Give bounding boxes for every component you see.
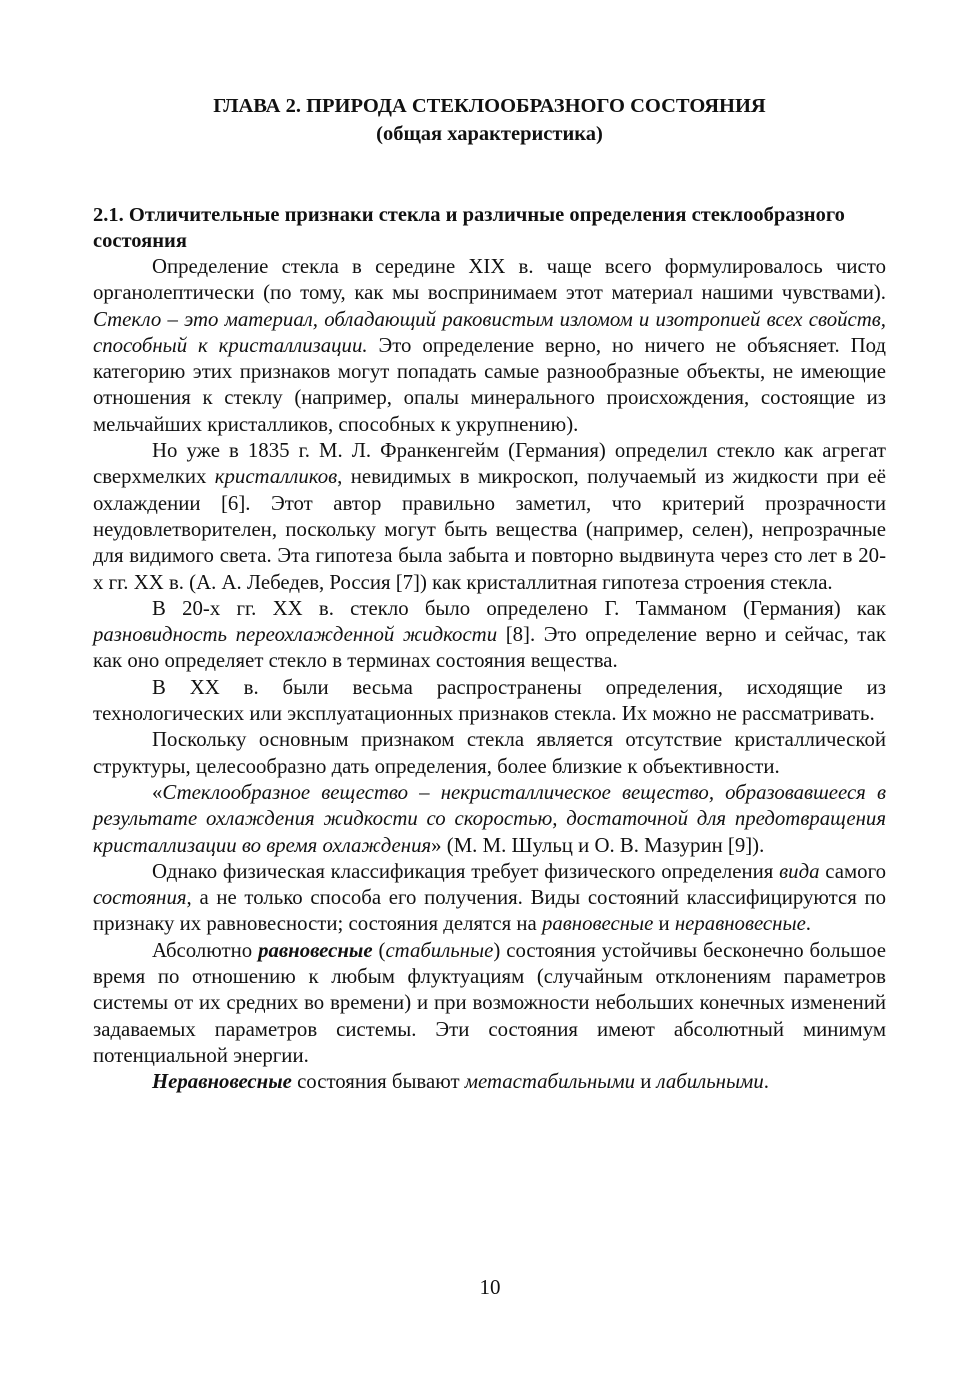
body-text [93, 254, 886, 1096]
chapter-title [93, 92, 886, 148]
paragraph: Определение стекла в середине XIX в. чаще всего формулировалось чисто органолептически (по тому, как мы воспринимаем этот материал нашими чувствами). Стекло – это материал, обладающий раковистым изломом и изотропией всех свойств, способный к кристаллизации. Это определение верно, но ничего не объясняет. Под категорию этих признаков могут попадать самые разнообразные объекты, не имеющие отношения к стеклу (например, опалы минерального происхождения, состоящие из мельчайших кристалликов, способных к укрупнению). [93, 255, 886, 436]
paragraph: Неравновесные состояния бывают метастабильными и лабильными. [152, 1070, 769, 1094]
paragraph: Абсолютно равновесные (стабильные) состояния устойчивы бесконечно большое время по отношению к любым флуктуациям (случайным отклонениям параметров системы от их средних во времени) и при возможности небольших конечных изменений задаваемых параметров системы. Эти состояния имеют абсолютный минимум потенциальной энергии. [93, 938, 887, 1067]
chapter-title-text: ГЛАВА 2. ПРИРОДА СТЕКЛООБРАЗНОГО СОСТОЯНИЯ [213, 95, 766, 117]
paragraph: В XX в. были весьма распространены определения, исходящие из технологических или эксплуатационных признаков стекла. Их можно не рассматривать. [93, 675, 886, 726]
paragraph: «Стеклообразное вещество – некристаллическое вещество, образовавшееся в результате охлаждения жидкости со скоростью, достаточной для предотвращения кристаллизации во время охлаждения» (М. М. Шульц и О. В. Мазурин [9]). [93, 780, 886, 857]
paragraph: В 20-х гг. XX в. стекло было определено Г. Тамманом (Германия) как разновидность переохлажденной жидкости [8]. Это определение верно и сейчас, так как оно определяет стекло в терминах состояния вещества. [93, 596, 886, 673]
paragraph: Однако физическая классификация требует физического определения вида самого состояния, а не только способа его получения. Виды состояний классифицируются по признаку их равновесности; состояния делятся на равновесные и неравновесные. [93, 859, 886, 936]
section-heading: 2.1. Отличительные признаки стекла и различные определения стеклообразного состояния [93, 204, 845, 252]
chapter-subtitle: (общая характеристика) [376, 123, 603, 145]
page-number: 10 [479, 1275, 501, 1299]
document-page [93, 92, 886, 1096]
paragraph: Поскольку основным признаком стекла является отсутствие кристаллической структуры, целесообразно дать определения, более близкие к объективности. [93, 728, 886, 778]
paragraph: Но уже в 1835 г. М. Л. Франкенгейм (Германия) определил стекло как агрегат сверхмелких кристалликов, невидимых в микроскоп, получаемый из жидкости при её охлаждении [6]. Этот автор правильно заметил, что критерий прозрачности неудовлетворителен, поскольку могут быть вещества (например, селен), непрозрачные для видимого света. Эта гипотеза была забыта и повторно выдвинута через сто лет в 20-х гг. XX в. (А. А. Лебедев, Россия [7]) как кристаллитная гипотеза строения стекла. [93, 439, 886, 594]
